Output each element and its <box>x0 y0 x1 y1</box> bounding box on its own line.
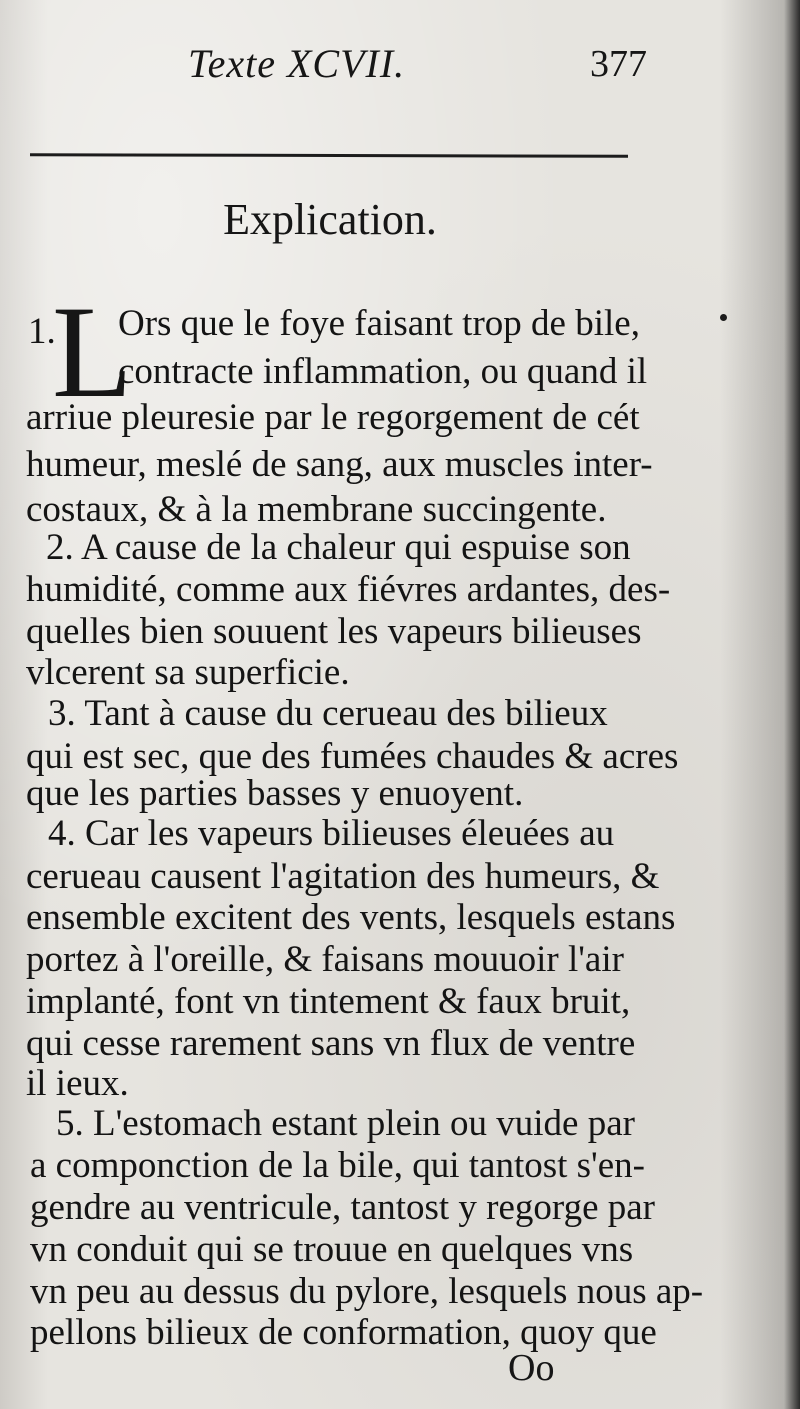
text-line: 4. Car les vapeurs bilieuses éleuées au <box>48 813 615 854</box>
text-line: gendre au ventricule, tantost y regorge par <box>30 1187 655 1228</box>
drop-cap: L <box>52 278 133 425</box>
text-line: 2. A cause de la chaleur qui espuise son <box>46 527 631 568</box>
text-line: que les parties basses y enuoyent. <box>26 773 524 814</box>
paragraph-number: 1. <box>28 311 56 352</box>
margin-mark <box>720 314 727 321</box>
text-line: 5. L'estomach estant plein ou vuide par <box>56 1103 635 1144</box>
text-line: cerueau causent l'agitation des humeurs, & <box>26 856 660 897</box>
text-line: qui cesse rarement sans vn flux de ventre <box>26 1023 636 1064</box>
text-line: vn peu au dessus du pylore, lesquels nous ap- <box>30 1271 704 1312</box>
text-line: arriue pleuresie par le regorgement de cét <box>26 397 640 438</box>
running-title: Texte XCVII. <box>188 41 406 86</box>
text-line: 3. Tant à cause du cerueau des bilieux <box>48 693 608 734</box>
text-line: contracte inflammation, ou quand il <box>118 351 648 392</box>
text-line: portez à l'oreille, & faisans mouuoir l'air <box>26 939 624 980</box>
text-line: il ieux. <box>26 1063 129 1104</box>
section-title: Explication. <box>223 195 437 244</box>
page-edge-shadow <box>784 0 800 1409</box>
text-line: ensemble excitent des vents, lesquels estans <box>26 897 676 938</box>
text-line: vlcerent sa superficie. <box>26 652 350 693</box>
text-line: quelles bien souuent les vapeurs bilieuses <box>26 611 642 652</box>
text-line: humidité, comme aux fiévres ardantes, des- <box>26 569 671 610</box>
text-line: implanté, font vn tintement & faux bruit, <box>26 981 631 1022</box>
page-number: 377 <box>590 43 647 85</box>
text-line: qui est sec, que des fumées chaudes & acres <box>26 736 679 777</box>
text-line: Ors que le foye faisant trop de bile, <box>118 303 640 344</box>
text-line: costaux, & à la membrane succingente. <box>26 489 607 530</box>
signature-mark: Oo <box>508 1347 555 1389</box>
text-line: pellons bilieux de conformation, quoy que <box>30 1312 657 1353</box>
text-line: vn conduit qui se trouue en quelques vns <box>30 1229 634 1270</box>
text-line: a componction de la bile, qui tantost s'en- <box>30 1145 645 1186</box>
header-rule <box>30 153 628 158</box>
text-line: humeur, meslé de sang, aux muscles inter- <box>26 444 653 485</box>
